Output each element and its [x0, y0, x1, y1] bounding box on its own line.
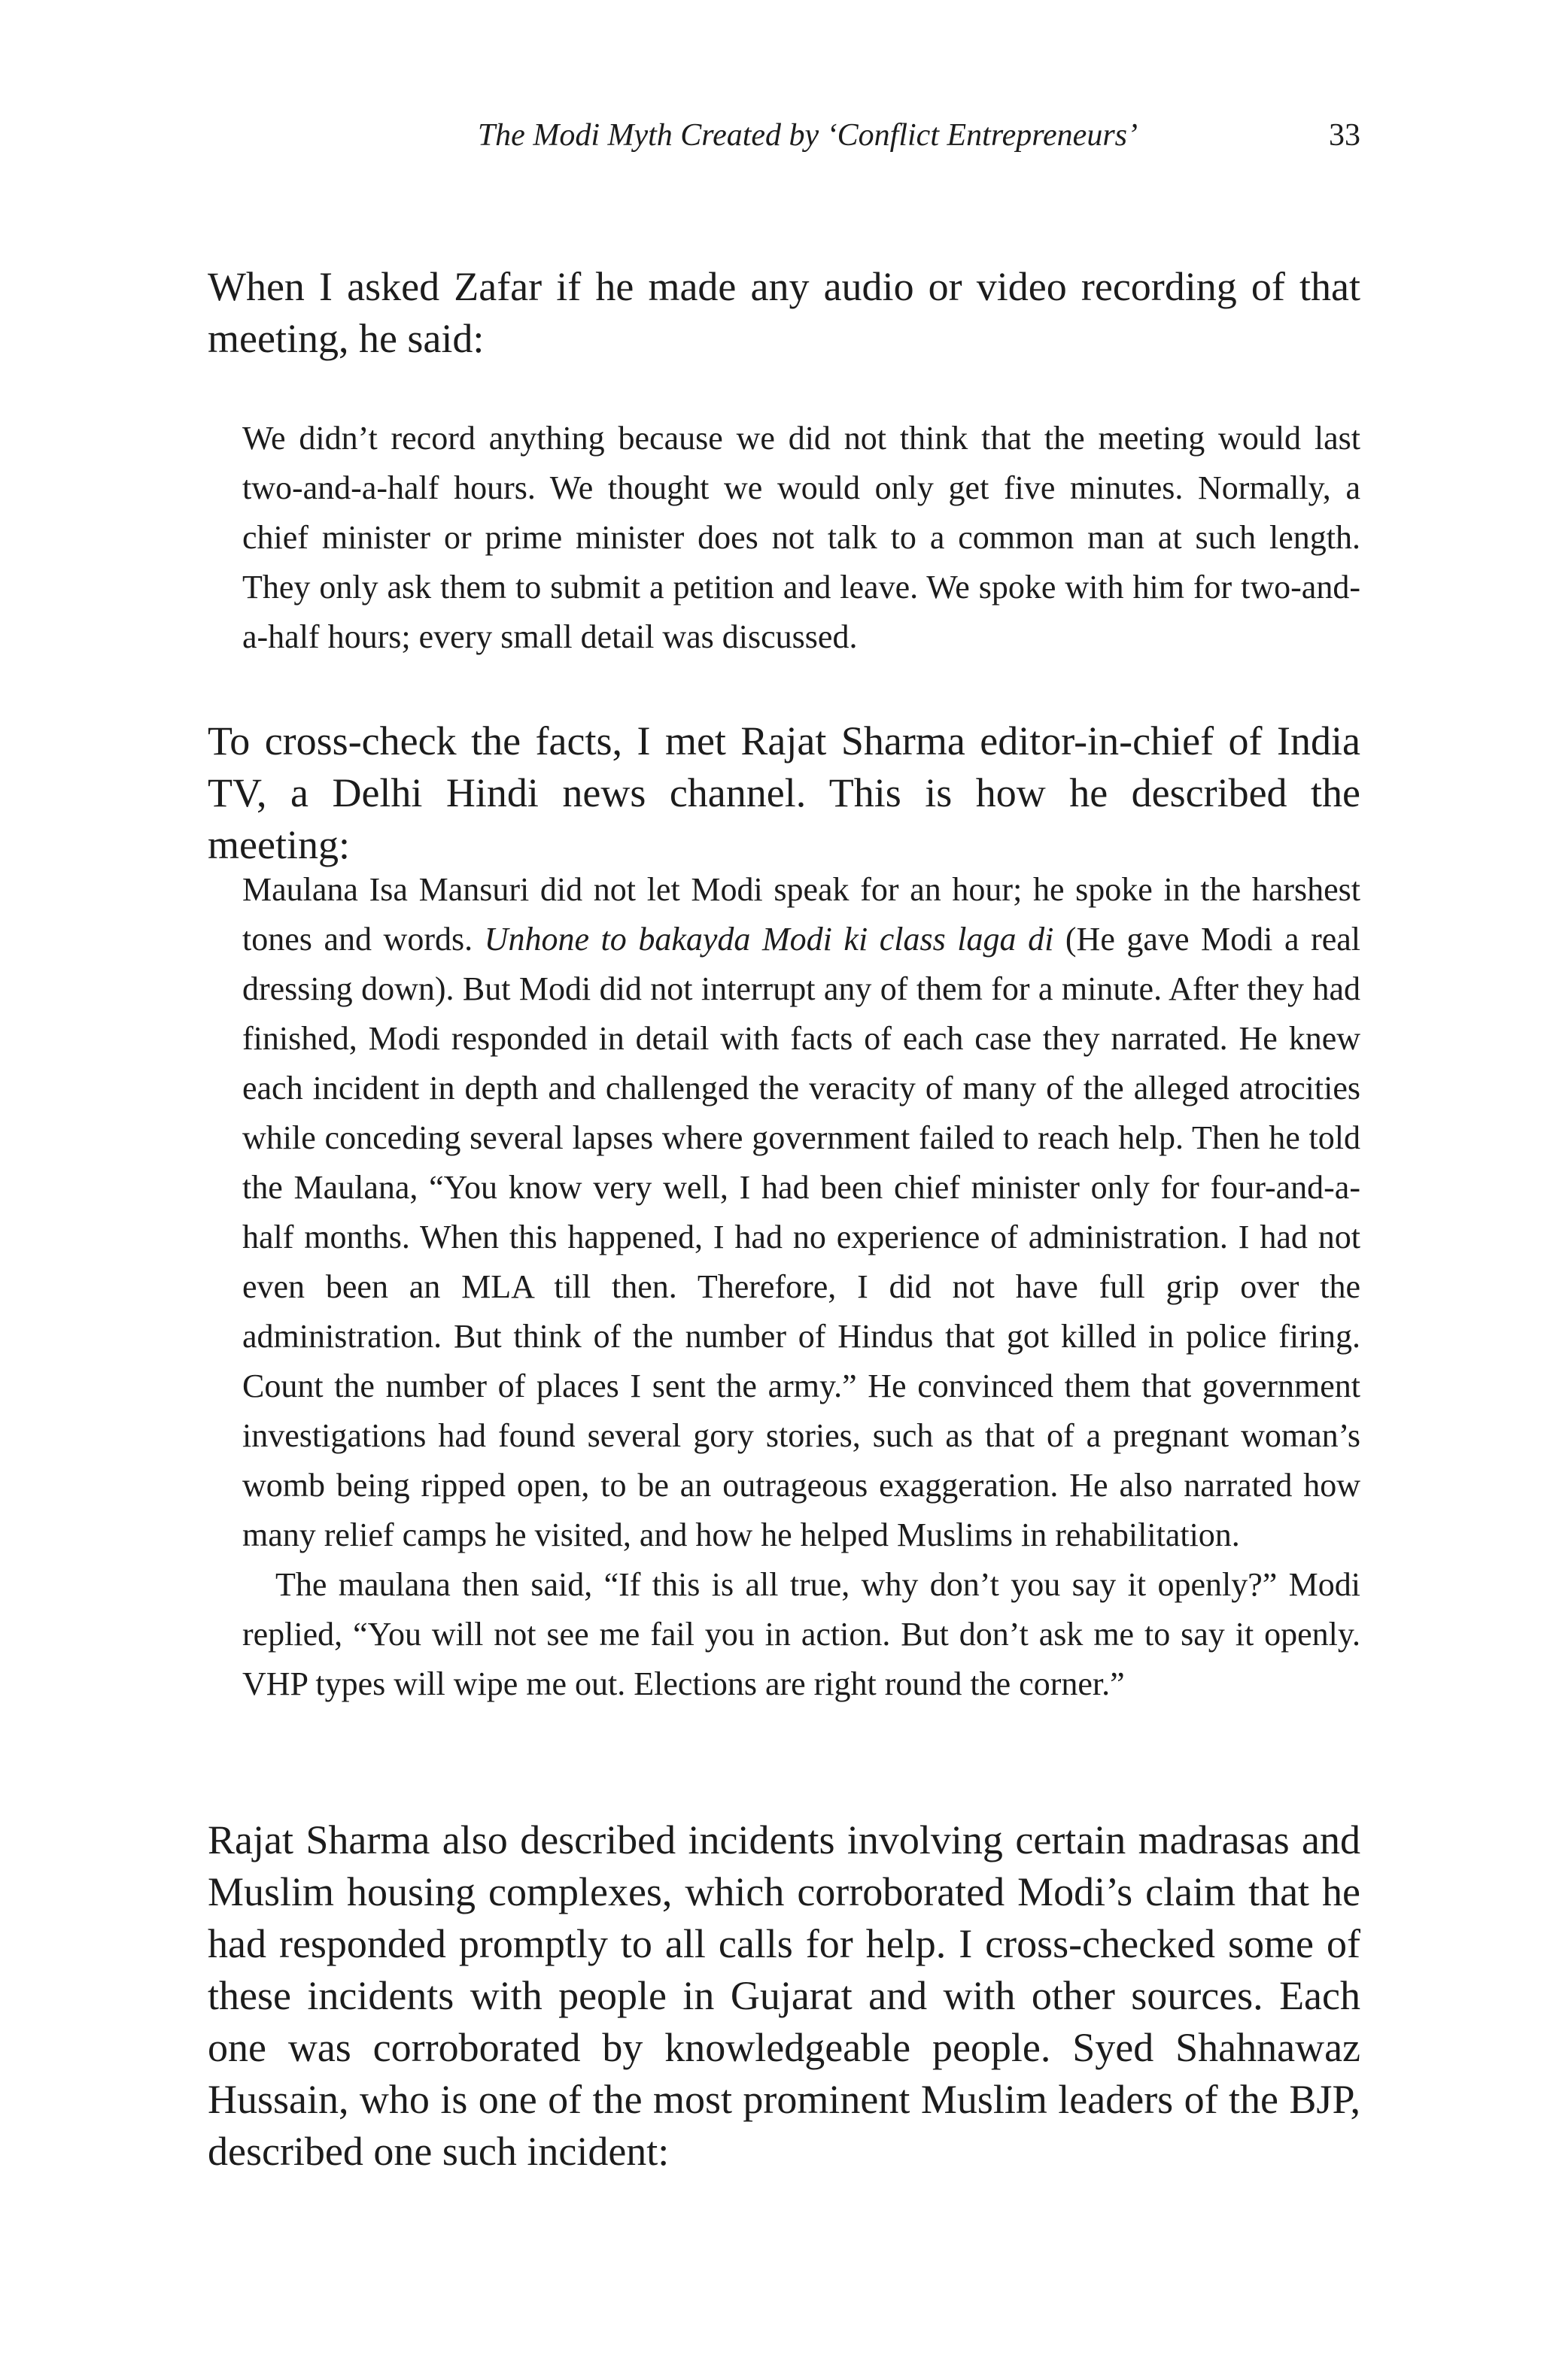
body-paragraph-3: Rajat Sharma also described incidents involving certain madrasas and Muslim housing complexes, which corroborated Modi’s claim that he had responded promptly to all calls for help. I cross-checked some of these incidents with people in Gujarat and with other sources. Each one was corroborated by knowledgeable people. Syed Shahnawaz Hussain, who is one of the most prominent Muslim leaders of the BJP, described one such incident:	[208, 1817, 1360, 2174]
block-quote-2-text-b: (He gave Modi a real dressing down). But Modi did not interrupt any of them for a minute. After they had finished, Modi responded in detail with facts of each case they narrated. He knew each incident in depth and challenged the veracity of many of the alleged atrocities while conceding several lapses where government failed to reach help. Then he told the Maulana, “You know very well, I had been chief minister only for four-and-a-half months. When this happened, I had no experience of administration. I had not even been an MLA till then. Therefore, I did not have full grip over the administration. But think of the number of Hindus that got killed in police firing. Count the number of places I sent the army.” He convinced them that government investigations had found several gory stories, such as that of a pregnant woman’s womb being ripped open, to be an outrageous exaggeration. He also narrated how many relief camps he visited, and how he helped Muslims in rehabilitation.	[242, 921, 1361, 1553]
block-quote-2-para-2: The maulana then said, “If this is all true, why don’t you say it openly?” Modi replied, “You will not see me fail you in action. But don’t ask me to say it openly. VHP types will wipe me out. Elections are right round the corner.”	[242, 1566, 1360, 1702]
block-quote-2-text-a: Maulana Isa Mansuri did not let Modi speak for an hour; he spoke in the harshest tones and words.	[242, 871, 1360, 958]
body-paragraph-2: To cross-check the facts, I met Rajat Sharma editor-in-chief of India TV, a Delhi Hindi news channel. This is how he described the meeting:	[208, 718, 1360, 867]
block-quote-2-para-1	[242, 865, 1360, 1560]
page-number: 33	[1329, 118, 1360, 153]
hindi-phrase: Unhone to bakayda Modi ki class laga di	[484, 921, 1054, 958]
block-quote-1-text: We didn’t record anything because we did not think that the meeting would last two-and-a-half hours. We thought we would only get five minutes. Normally, a chief minister or prime minister does not talk to a common man at such length. They only ask them to submit a petition and leave. We spoke with him for two-and-a-half hours; every small detail was discussed.	[242, 420, 1360, 655]
block-quote-2	[242, 865, 1360, 1709]
running-head: The Modi Myth Created by ‘Conflict Entrepreneurs’	[477, 118, 1138, 153]
body-paragraph-1: When I asked Zafar if he made any audio or video recording of that meeting, he said:	[208, 264, 1360, 361]
block-quote-1	[242, 414, 1360, 662]
